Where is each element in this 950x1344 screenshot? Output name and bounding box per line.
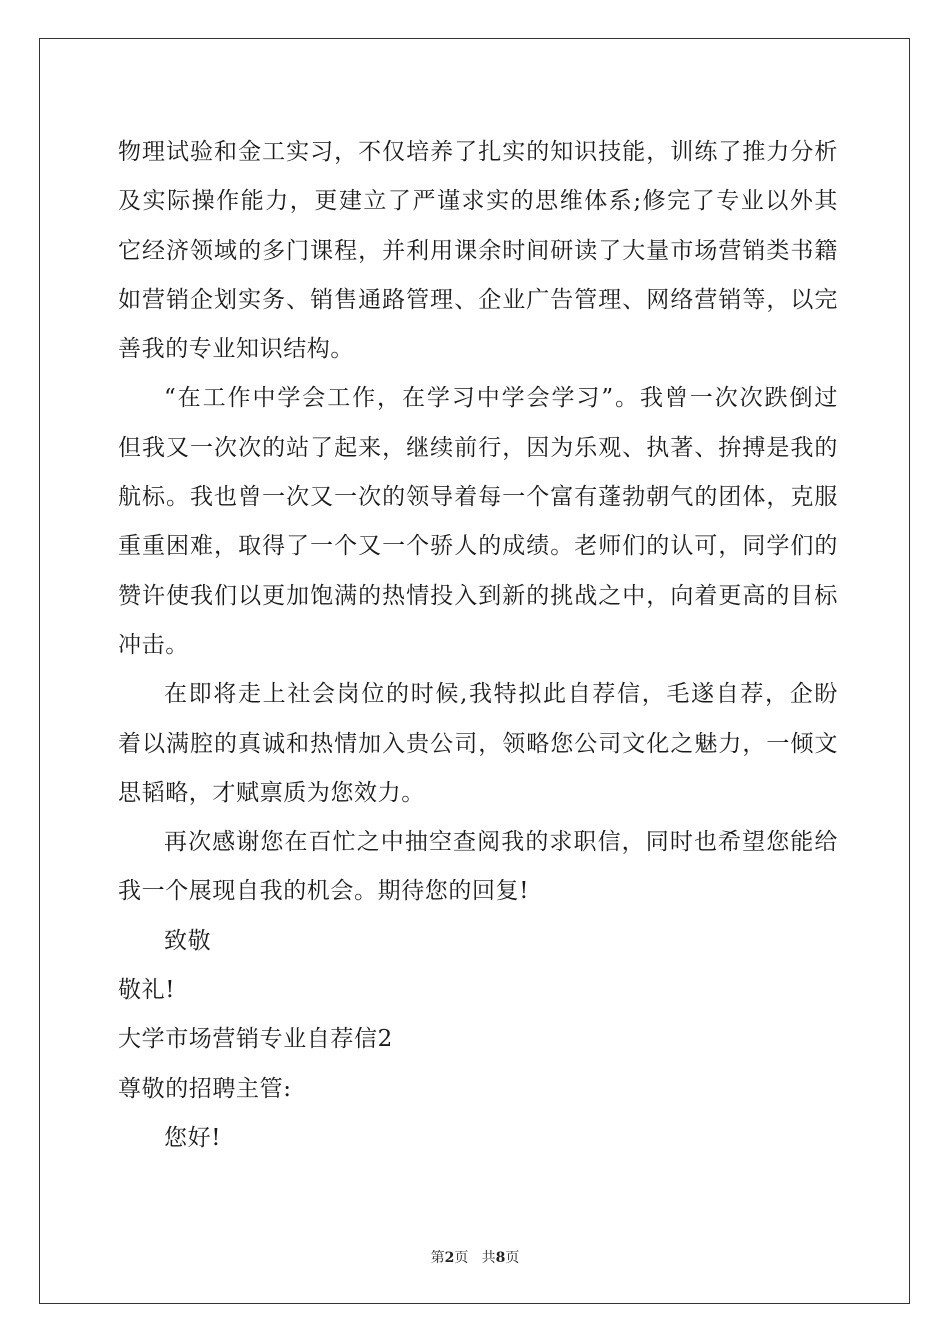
text-line: 但我又一次次的站了起来，继续前行，因为乐观、执著、拚搏是我的 <box>118 434 838 461</box>
text-line: 重重困难，取得了一个又一个骄人的成绩。老师们的认可，同学们的 <box>118 533 838 560</box>
footer-prefix: 第 <box>430 1250 445 1266</box>
text-line: 大学市场营销专业自荐信2 <box>118 1026 393 1053</box>
text-line: 着以满腔的真诚和热情加入贵公司，领略您公司文化之魅力，一倾文 <box>118 730 838 757</box>
text-line: 思韬略，才赋禀质为您效力。 <box>118 779 425 806</box>
footer-total-unit: 页 <box>505 1250 520 1266</box>
text-line: 它经济领域的多门课程，并利用课余时间研读了大量市场营销类书籍 <box>118 237 838 264</box>
footer-current-page: 2 <box>444 1250 455 1266</box>
text-line: 善我的专业知识结构。 <box>118 336 354 363</box>
text-line: 如营销企划实务、销售通路管理、企业广告管理、网络营销等，以完 <box>118 286 838 313</box>
footer-total-pages: 8 <box>495 1250 506 1266</box>
text-line: 冲击。 <box>118 631 189 658</box>
footer-page-unit: 页 <box>454 1250 469 1266</box>
page-footer <box>0 1247 950 1267</box>
text-line: 您好! <box>164 1124 222 1151</box>
document-body <box>118 128 838 1163</box>
text-line: 致敬 <box>164 927 212 954</box>
text-line: 再次感谢您在百忙之中抽空查阅我的求职信，同时也希望您能给 <box>164 829 838 856</box>
text-line: 及实际操作能力，更建立了严谨求实的思维体系;修完了专业以外其 <box>118 188 838 215</box>
footer-total-prefix: 共 <box>481 1250 496 1266</box>
text-line: 尊敬的招聘主管: <box>118 1075 292 1102</box>
text-line: 敬礼! <box>118 977 176 1004</box>
text-line: 我一个展现自我的机会。期待您的回复! <box>118 878 530 905</box>
text-line: 赞许使我们以更加饱满的热情投入到新的挑战之中，向着更高的目标 <box>118 582 838 609</box>
text-line: “在工作中学会工作，在学习中学会学习”。我曾一次次跌倒过 <box>164 385 838 412</box>
text-line: 航标。我也曾一次又一次的领导着每一个富有蓬勃朝气的团体，克服 <box>118 484 838 511</box>
text-line: 物理试验和金工实习，不仅培养了扎实的知识技能，训练了推力分析 <box>118 139 838 165</box>
text-line: 在即将走上社会岗位的时候,我特拟此自荐信，毛遂自荐，企盼 <box>164 681 838 708</box>
